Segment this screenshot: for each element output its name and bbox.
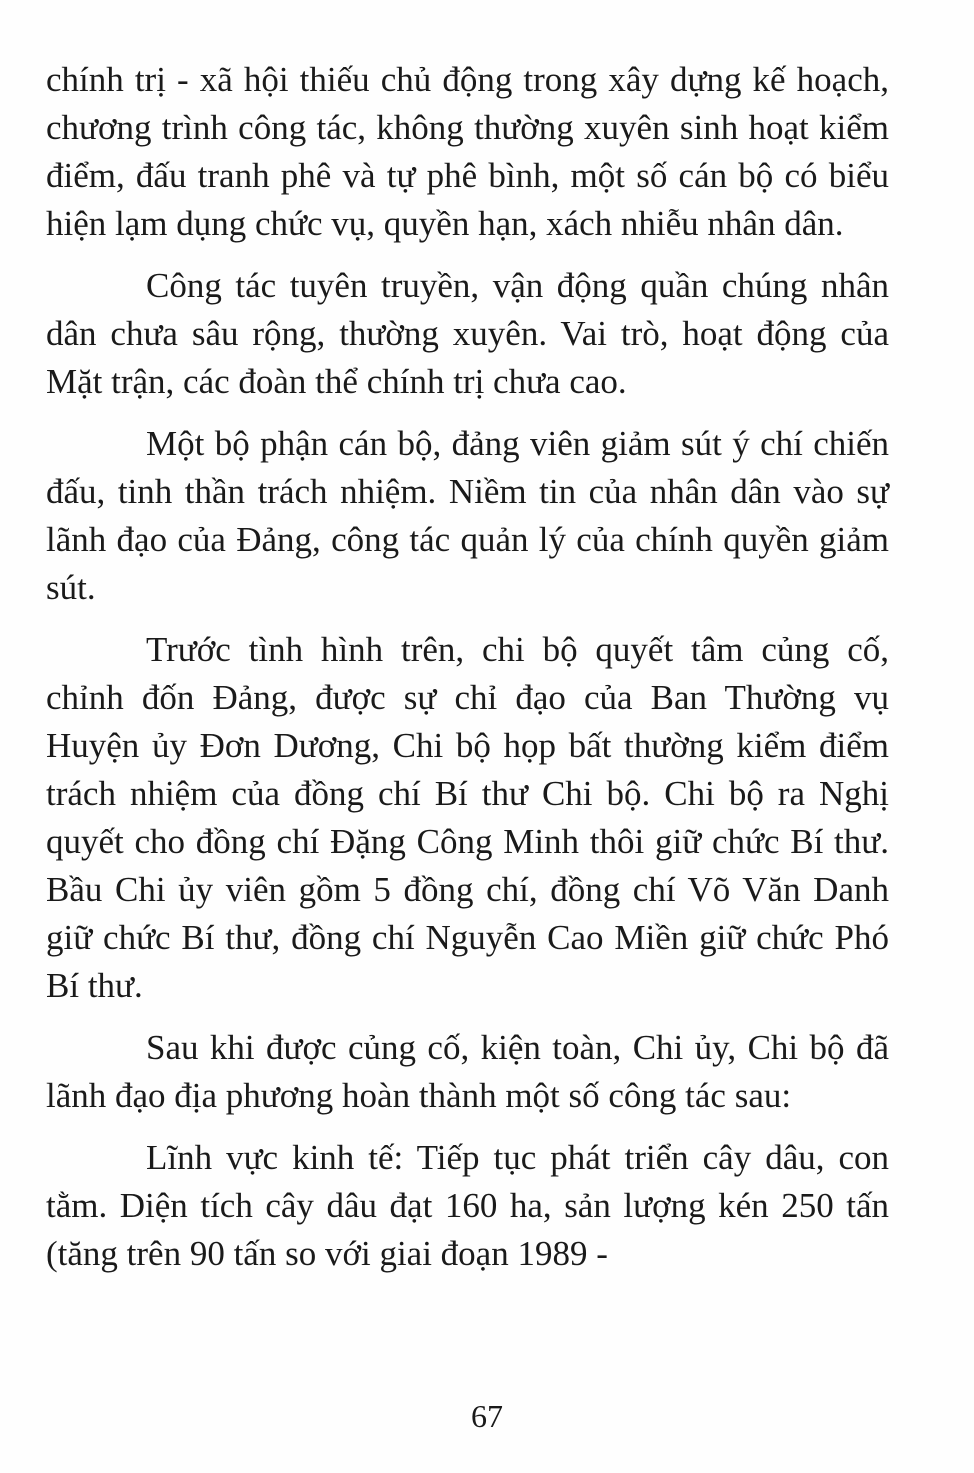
paragraph-cadres: Một bộ phận cán bộ, đảng viên giảm sút ý chí chiến đấu, tinh thần trách nhiệm. Niềm tin của nhân dân vào sự lãnh đạo của Đảng, công tác quản lý của chính quyền giảm sút.: [46, 424, 889, 607]
paragraph-propaganda: Công tác tuyên truyền, vận động quần chúng nhân dân chưa sâu rộng, thường xuyên. Vai trò, hoạt động của Mặt trận, các đoàn thể chính trị chưa cao.: [46, 266, 889, 401]
paragraph-rectification: Trước tình hình trên, chi bộ quyết tâm củng cố, chỉnh đốn Đảng, được sự chỉ đạo của Ban Thường vụ Huyện ủy Đơn Dương, Chi bộ họp bất thường kiểm điểm trách nhiệm của đồng chí Bí thư Chi bộ. Chi bộ ra Nghị quyết cho đồng chí Đặng Công Minh thôi giữ chức Bí thư. Bầu Chi ủy viên gồm 5 đồng chí, đồng chí Võ Văn Danh giữ chức Bí thư, đồng chí Nguyễn Cao Miền giữ chức Phó Bí thư.: [46, 630, 889, 1005]
body-text: [46, 56, 889, 1278]
paragraph-after-consolidation: Sau khi được củng cố, kiện toàn, Chi ủy, Chi bộ đã lãnh đạo địa phương hoàn thành một số công tác sau:: [46, 1028, 889, 1115]
paragraph-continuation: chính trị - xã hội thiếu chủ động trong xây dựng kế hoạch, chương trình công tác, không thường xuyên sinh hoạt kiểm điểm, đấu tranh phê và tự phê bình, một số cán bộ có biểu hiện lạm dụng chức vụ, quyền hạn, xách nhiễu nhân dân.: [46, 60, 889, 243]
page-number: 67: [471, 1398, 503, 1434]
paragraph-economy: Lĩnh vực kinh tế: Tiếp tục phát triển cây dâu, con tằm. Diện tích cây dâu đạt 160 ha, sản lượng kén 250 tấn (tăng trên 90 tấn so với giai đoạn 1989 -: [46, 1138, 889, 1273]
